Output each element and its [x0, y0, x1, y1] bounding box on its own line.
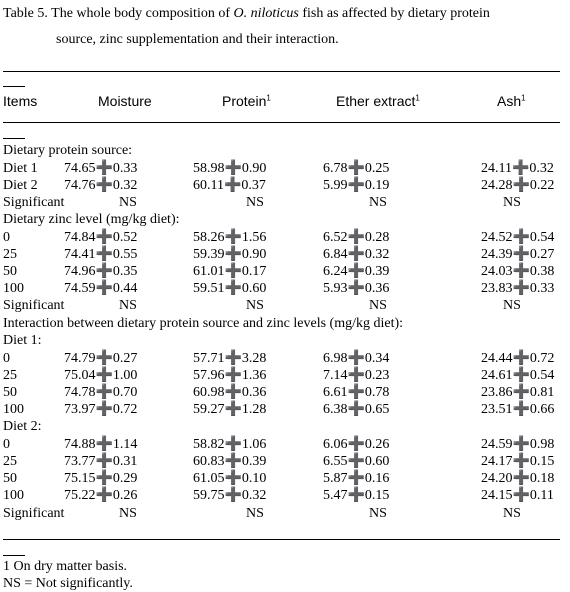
species-name: O. niloticus — [233, 6, 299, 21]
protein-significance: NS — [246, 506, 264, 521]
ether-extract-cell: 5.99➕0.19 — [323, 178, 390, 193]
protein-significance: NS — [246, 298, 264, 313]
header-rule-tick — [3, 138, 25, 139]
protein-cell: 58.26➕1.56 — [193, 230, 267, 245]
header-ash-footnote-mark: 1 — [521, 93, 526, 103]
row-label: 50 — [3, 471, 17, 486]
subgroup-title-diet-1: Diet 1: — [3, 333, 42, 348]
ether-extract-cell: 5.93➕0.36 — [323, 281, 390, 296]
ether-extract-cell: 6.06➕0.26 — [323, 437, 390, 452]
row-label: 0 — [3, 351, 10, 366]
ether-extract-cell: 6.55➕0.60 — [323, 454, 390, 469]
row-label: 25 — [3, 368, 17, 383]
ether-extract-cell: 7.14➕0.23 — [323, 368, 390, 383]
ether-extract-significance: NS — [369, 506, 387, 521]
ash-cell: 24.52➕0.54 — [481, 230, 555, 245]
protein-cell: 59.75➕0.32 — [193, 488, 267, 503]
top-rule-tick — [3, 86, 25, 87]
row-label: 50 — [3, 385, 17, 400]
bottom-rule-tick — [3, 555, 25, 556]
header-moisture: Moisture — [98, 93, 152, 109]
moisture-cell: 74.84➕0.52 — [64, 230, 138, 245]
ash-cell: 24.15➕0.11 — [481, 488, 554, 503]
header-items: Items — [3, 93, 38, 109]
moisture-significance: NS — [119, 506, 137, 521]
section-title-protein-source: Dietary protein source: — [3, 143, 133, 158]
moisture-cell: 74.41➕0.55 — [64, 247, 138, 262]
ash-cell: 24.61➕0.54 — [481, 368, 555, 383]
header-ash-label: Ash — [497, 93, 522, 109]
footnote-dry-matter: 1 On dry matter basis. — [3, 559, 128, 574]
table-caption-line-1: Table 5. The whole body composition of O. niloticus fish as affected by dietary protein — [3, 6, 490, 21]
row-label: 25 — [3, 247, 17, 262]
row-label: 100 — [3, 281, 24, 296]
protein-cell: 57.96➕1.36 — [193, 368, 267, 383]
moisture-significance: NS — [119, 195, 137, 210]
row-label: 50 — [3, 264, 17, 279]
protein-cell: 60.83➕0.39 — [193, 454, 267, 469]
ether-extract-cell: 6.52➕0.28 — [323, 230, 390, 245]
protein-cell: 61.05➕0.10 — [193, 471, 267, 486]
ash-significance: NS — [503, 195, 521, 210]
significant-label: Significant — [3, 195, 65, 210]
protein-cell: 61.01➕0.17 — [193, 264, 267, 279]
ether-extract-significance: NS — [369, 195, 387, 210]
moisture-cell: 74.65➕0.33 — [64, 161, 138, 176]
row-label: Diet 2 — [3, 178, 38, 193]
ash-significance: NS — [503, 298, 521, 313]
ash-cell: 24.59➕0.98 — [481, 437, 555, 452]
moisture-cell: 73.77➕0.31 — [64, 454, 138, 469]
top-rule — [3, 71, 560, 72]
row-label: 25 — [3, 454, 17, 469]
protein-cell: 60.98➕0.36 — [193, 385, 267, 400]
ether-extract-cell: 5.47➕0.15 — [323, 488, 390, 503]
ash-cell: 24.39➕0.27 — [481, 247, 555, 262]
significant-label: Significant — [3, 298, 65, 313]
row-label: 100 — [3, 402, 24, 417]
ash-cell: 23.86➕0.81 — [481, 385, 555, 400]
row-label: 0 — [3, 437, 10, 452]
moisture-cell: 74.88➕1.14 — [64, 437, 138, 452]
moisture-significance: NS — [119, 298, 137, 313]
moisture-cell: 74.79➕0.27 — [64, 351, 138, 366]
row-label: Diet 1 — [3, 161, 38, 176]
row-label: 100 — [3, 488, 24, 503]
ash-cell: 24.20➕0.18 — [481, 471, 555, 486]
moisture-cell: 75.04➕1.00 — [64, 368, 138, 383]
ether-extract-cell: 6.78➕0.25 — [323, 161, 390, 176]
header-protein-label: Protein — [222, 93, 267, 109]
header-protein — [222, 93, 271, 109]
ash-cell: 24.03➕0.38 — [481, 264, 555, 279]
subgroup-title-diet-2: Diet 2: — [3, 419, 42, 434]
ether-extract-cell: 6.38➕0.65 — [323, 402, 390, 417]
section-title-interaction: Interaction between dietary protein source and zinc levels (mg/kg diet): — [3, 316, 404, 331]
ash-cell: 23.51➕0.66 — [481, 402, 555, 417]
bottom-rule — [3, 539, 560, 540]
protein-cell: 60.11➕0.37 — [193, 178, 266, 193]
protein-significance: NS — [246, 195, 264, 210]
protein-cell: 59.39➕0.90 — [193, 247, 267, 262]
ash-cell: 24.28➕0.22 — [481, 178, 555, 193]
row-label: 0 — [3, 230, 10, 245]
header-ether-extract-footnote-mark: 1 — [415, 93, 420, 103]
protein-cell: 57.71➕3.28 — [193, 351, 267, 366]
moisture-cell: 74.76➕0.32 — [64, 178, 138, 193]
ash-significance: NS — [503, 506, 521, 521]
protein-cell: 59.27➕1.28 — [193, 402, 267, 417]
footnote-not-significant: NS = Not significantly. — [3, 576, 133, 591]
ether-extract-cell: 6.98➕0.34 — [323, 351, 390, 366]
ether-extract-cell: 6.61➕0.78 — [323, 385, 390, 400]
ether-extract-cell: 6.24➕0.39 — [323, 264, 390, 279]
ash-cell: 24.11➕0.32 — [481, 161, 554, 176]
protein-cell: 59.51➕0.60 — [193, 281, 267, 296]
table-caption-line-2: source, zinc supplementation and their interaction. — [56, 32, 339, 47]
significant-label: Significant — [3, 506, 65, 521]
header-ash — [497, 93, 526, 109]
moisture-cell: 74.96➕0.35 — [64, 264, 138, 279]
moisture-cell: 75.22➕0.26 — [64, 488, 138, 503]
ether-extract-cell: 6.84➕0.32 — [323, 247, 390, 262]
ash-cell: 24.44➕0.72 — [481, 351, 555, 366]
header-protein-footnote-mark: 1 — [266, 93, 271, 103]
ash-cell: 23.83➕0.33 — [481, 281, 555, 296]
moisture-cell: 75.15➕0.29 — [64, 471, 138, 486]
section-title-zinc-level: Dietary zinc level (mg/kg diet): — [3, 212, 180, 227]
header-ether-extract-label: Ether extract — [336, 93, 416, 109]
moisture-cell: 74.78➕0.70 — [64, 385, 138, 400]
moisture-cell: 73.97➕0.72 — [64, 402, 138, 417]
moisture-cell: 74.59➕0.44 — [64, 281, 138, 296]
ether-extract-cell: 5.87➕0.16 — [323, 471, 390, 486]
header-rule — [3, 122, 560, 123]
protein-cell: 58.82➕1.06 — [193, 437, 267, 452]
protein-cell: 58.98➕0.90 — [193, 161, 267, 176]
header-ether-extract — [336, 93, 420, 109]
ether-extract-significance: NS — [369, 298, 387, 313]
ash-cell: 24.17➕0.15 — [481, 454, 555, 469]
